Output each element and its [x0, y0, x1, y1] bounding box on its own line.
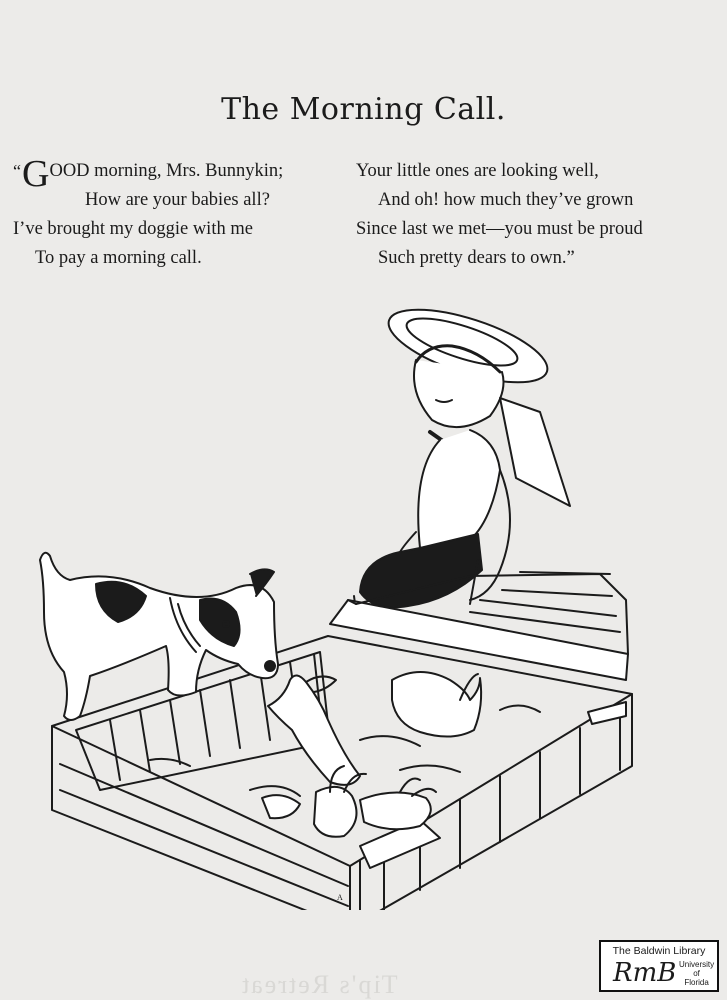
rabbits: [262, 672, 481, 837]
poem-line: Such pretty dears to own.”: [378, 248, 575, 268]
library-stamp: [599, 940, 719, 992]
poem-line: And oh! how much they’ve grown: [378, 190, 634, 210]
poem-line-text: OOD morning, Mrs. Bunnykin;: [49, 161, 284, 181]
boy-figure: [354, 295, 570, 614]
poem-line: How are your babies all?: [85, 190, 270, 210]
stamp-side-line: University: [679, 960, 715, 969]
poem-line: I’ve brought my doggie with me: [13, 219, 253, 239]
open-quote: “: [13, 161, 21, 181]
bleed-through-text: Tip's Retreat: [240, 970, 398, 999]
poem-line: To pay a morning call.: [35, 248, 202, 268]
dog-figure: [40, 553, 278, 720]
artist-mark: A: [337, 893, 343, 902]
stamp-side-line: of: [693, 969, 700, 978]
poem-line: Since last we met—you must be proud: [356, 219, 643, 239]
stamp-library-name: The Baldwin Library: [612, 945, 706, 957]
stamp-university: [679, 960, 714, 987]
stamp-monogram: RmB: [613, 958, 677, 988]
poem-title: The Morning Call.: [221, 92, 506, 127]
poem-line: [13, 153, 353, 195]
stanza-left: [13, 153, 353, 273]
stamp-side-line: Florida: [684, 978, 709, 987]
stanza-right: [356, 157, 721, 273]
drop-cap: G: [22, 153, 50, 195]
illustration: [0, 290, 727, 910]
poem-line: Your little ones are looking well,: [356, 161, 599, 181]
